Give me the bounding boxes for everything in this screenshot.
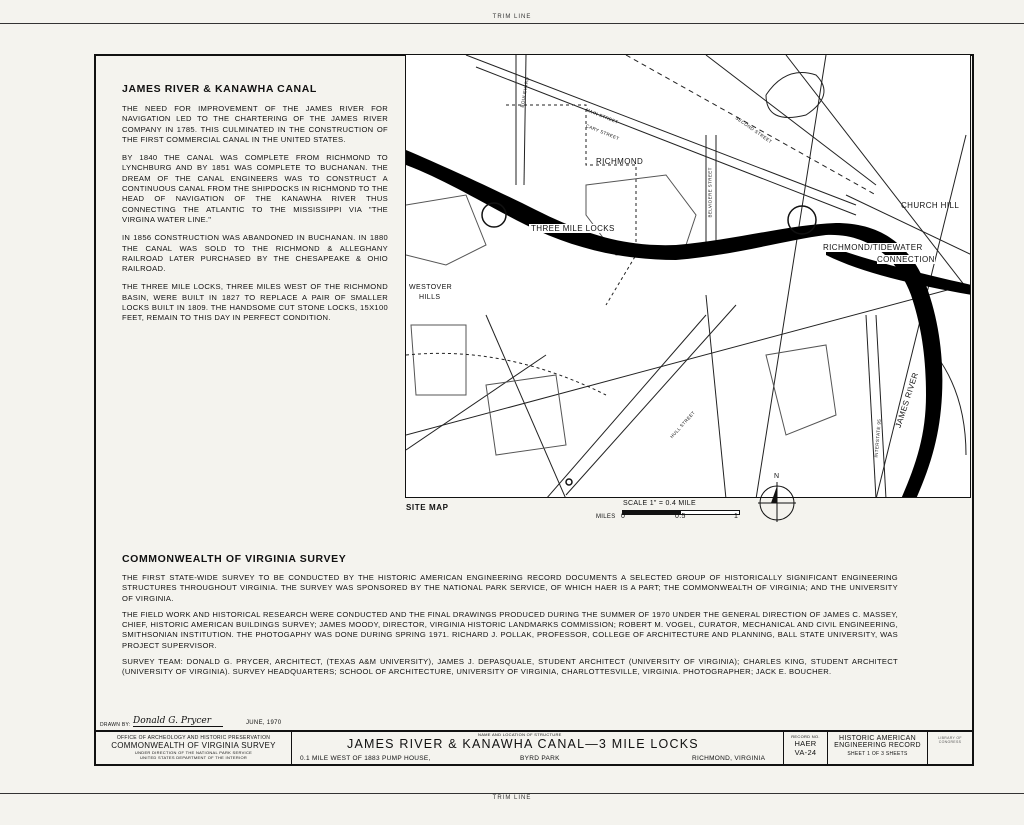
scale-tick-half: 0.5: [675, 513, 686, 520]
label-second-street: SECOND STREET: [734, 115, 774, 145]
north-arrow-icon: [754, 473, 800, 522]
survey-paragraph: THE FIRST STATE-WIDE SURVEY TO BE CONDUCTED BY THE HISTORIC AMERICAN ENGINEERING RECORD DOCUMENTS A SELECTED GROUP OF HISTORICALLY SIGNIFICANT ENGINEERING STRUCTURES THROUGHOUT VIRGINIA. THE SURVEY WAS SPONSORED BY THE NATIONAL PARK SERVICE, OF WHICH HAER IS A PART; THE COMMONWEALTH OF VIRGINIA; AND THE UNIVERSITY OF VIRGINIA.: [122, 573, 898, 603]
location-mid: BYRD PARK: [520, 755, 560, 762]
drawn-date: JUNE, 1970: [246, 720, 282, 726]
label-church-hill: CHURCH HILL: [901, 201, 960, 210]
label-interstate: INTERSTATE 95: [873, 418, 882, 458]
structure-caption: NAME AND LOCATION OF STRUCTURE: [478, 732, 562, 737]
record-cell: [784, 732, 828, 766]
canal-paragraph: IN 1856 CONSTRUCTION WAS ABANDONED IN BUCHANAN. IN 1880 THE CANAL WAS SOLD TO THE RICHMOND & ALLEGHANY RAILROAD LATER PURCHASED BY THE CHESAPEAKE & OHIO RAILROAD.: [122, 233, 388, 274]
label-westover-1: WESTOVER: [409, 284, 453, 291]
trim-line-top-label: TRIM LINE: [492, 14, 532, 20]
canal-paragraph: THE NEED FOR IMPROVEMENT OF THE JAMES RIVER FOR NAVIGATION LED TO THE CHARTERING OF THE JAMES RIVER COMPANY IN 1785. THIS CULMINATED IN THE CONSTRUCTION OF THE FIRST COMMERCIAL CANAL IN THE UNITED STATES.: [122, 104, 388, 144]
label-hull-street: HULL STREET: [669, 410, 697, 440]
label-cary-street: CARY STREET: [585, 123, 621, 142]
record-label: RECORD NO.: [791, 734, 820, 739]
hull-street-line: [566, 305, 736, 495]
road-node: [566, 479, 572, 485]
scale-title: SCALE 1" = 0.4 MILE: [623, 500, 696, 507]
label-james-river: JAMES RIVER: [893, 371, 921, 429]
label-connection-2: CONNECTION: [877, 255, 935, 264]
label-belvidere: BELVIDERE STREET: [707, 167, 713, 218]
north-arrow-svg: [754, 476, 800, 522]
south-road: [706, 295, 726, 498]
canal-heading: JAMES RIVER & KANAWHA CANAL: [122, 83, 317, 95]
scale-unit: MILES: [596, 514, 616, 520]
boulevard-line-2: [524, 55, 526, 185]
label-boulevard: BOULEVARD: [519, 76, 530, 108]
canal-paragraph: THE THREE MILE LOCKS, THREE MILES WEST OF THE RICHMOND BASIN, WERE BUILT IN 1827 TO REPLACE A PAIR OF SMALLER LOCKS BUILT IN 1809. THE HANDSOME CUT STONE LOCKS, 15X100 FEET, REMAIN TO THIS DAY IN PERFECT CONDITION.: [122, 282, 388, 323]
site-map-caption: SITE MAP: [406, 503, 449, 512]
drawn-by-label: DRAWN BY:: [100, 722, 131, 728]
title-block: [96, 730, 972, 766]
location-right: RICHMOND, VIRGINIA: [692, 755, 766, 762]
stamp-text: LIBRARY OF CONGRESS: [938, 736, 962, 744]
label-connection-1: RICHMOND/TIDEWATER: [823, 243, 923, 252]
north-label: N: [774, 473, 780, 480]
agency-line-2: ENGINEERING RECORD: [834, 742, 921, 749]
north-south-road: [756, 55, 826, 498]
drawn-by-signature: Donald G. Prycer: [133, 716, 223, 727]
sheet-number: SHEET 1 OF 3 SHEETS: [847, 751, 908, 757]
hull-area-road: [486, 315, 566, 498]
cary-street-line: [476, 67, 856, 218]
survey-text: [122, 573, 898, 678]
trim-line-bottom-label: TRIM LINE: [492, 795, 532, 801]
survey-paragraph: THE FIELD WORK AND HISTORICAL RESEARCH WERE CONDUCTED AND THE FINAL DRAWINGS PRODUCED DURING THE SUMMER OF 1970 UNDER THE GENERAL DIRECTION OF JAMES C. MASSEY, CHIEF, HISTORIC AMERICAN BUILDINGS SURVEY; JAMES MOODY, DIRECTOR, VIRGINIA HISTORIC LANDMARKS COMMISSION; ROBERT M. VOGEL, CURATOR, MECHANICAL AND CIVIL ENGINEERING, SMITHSONIAN INSTITUTION. THE PHOTOGAPHY WAS DONE DURING SPRING 1971. RICHARD J. POLLAK, PROFESSOR, COLLEGE OF ARCHITECTURE AND PLANNING, BALL STATE UNIVERSITY, WAS PROJECT SUPERVISOR.: [122, 609, 898, 650]
dashed-boundary: [406, 353, 606, 395]
survey-paragraph: SURVEY TEAM: DONALD G. PRYCER, ARCHITECT, (TEXAS A&M UNIVERSITY), JAMES J. DEPASQUALE, STUDENT ARCHITECT (UNIVERSITY OF VIRGINIA); CHARLES KING, STUDENT ARCHITECT (UNIVERSITY OF VIRGINIA). SURVEY HEADQUARTERS; SCHOOL OF ARCHITECTURE, UNIVERSITY OF VIRGINIA, CHARLOTTESVILLE, VIRGINIA. PHOTOGRAPHER; JACK E. BOUCHER.: [122, 657, 898, 677]
label-westover-2: HILLS: [419, 294, 441, 301]
record-line-1: HAER: [794, 739, 817, 748]
office-line-1: OFFICE OF ARCHEOLOGY AND HISTORIC PRESERVATION: [116, 735, 271, 741]
trim-line-bottom: [0, 793, 1024, 794]
office-line-2: COMMONWEALTH OF VIRGINIA SURVEY: [111, 741, 276, 750]
label-richmond: RICHMOND: [596, 157, 644, 166]
record-line-2: VA-24: [794, 748, 817, 757]
interstate-line: [866, 315, 876, 498]
site-map: [405, 54, 971, 498]
scale-tick-0: 0: [621, 513, 626, 520]
office-line-4: UNITED STATES DEPARTMENT OF THE INTERIOR: [139, 755, 248, 760]
canal-paragraph: BY 1840 THE CANAL WAS COMPLETE FROM RICHMOND TO LYNCHBURG AND BY 1851 WAS COMPLETE TO BUCHANAN. THE DREAM OF THE CANAL ENGINEERS WAS TO CONSTRUCT A CONTINUOUS CANAL FROM THE SHIPDOCKS IN RICHMOND TO THE HEAD OF NAVIGATION OF THE KANAWHA RIVER THUS CONNECTING THE ATLANTIC TO THE MISSISSIPPI VIA "THE VIRGINA WATER LINE.": [122, 153, 388, 224]
survey-heading: COMMONWEALTH OF VIRGINIA SURVEY: [122, 553, 347, 565]
trim-line-top: [0, 23, 1024, 24]
westover-block: [411, 325, 466, 395]
west-block: [406, 195, 486, 265]
label-main-street: MAIN STREET: [585, 107, 620, 125]
interchange-loop: [766, 73, 824, 118]
interstate-line-2: [873, 315, 886, 498]
canal-text: [122, 104, 388, 324]
hull-street-line-2: [546, 315, 706, 498]
site-map-drawing: [406, 55, 971, 498]
structure-cell: [292, 732, 784, 766]
office-cell: [96, 732, 292, 766]
agency-cell: [828, 732, 928, 766]
label-three-mile-locks: THREE MILE LOCKS: [531, 224, 615, 233]
office-line-3: UNDER DIRECTION OF THE NATIONAL PARK SERVICE: [134, 750, 253, 755]
stamp-cell: [928, 732, 972, 766]
southeast-block: [766, 345, 836, 435]
scale-tick-1: 1: [734, 513, 739, 520]
southwest-road: [406, 355, 546, 450]
location-left: 0.1 MILE WEST OF 1883 PUMP HOUSE,: [300, 755, 431, 762]
structure-name: JAMES RIVER & KANAWHA CANAL—3 MILE LOCKS: [347, 737, 699, 751]
agency-line-1: HISTORIC AMERICAN: [839, 735, 916, 742]
